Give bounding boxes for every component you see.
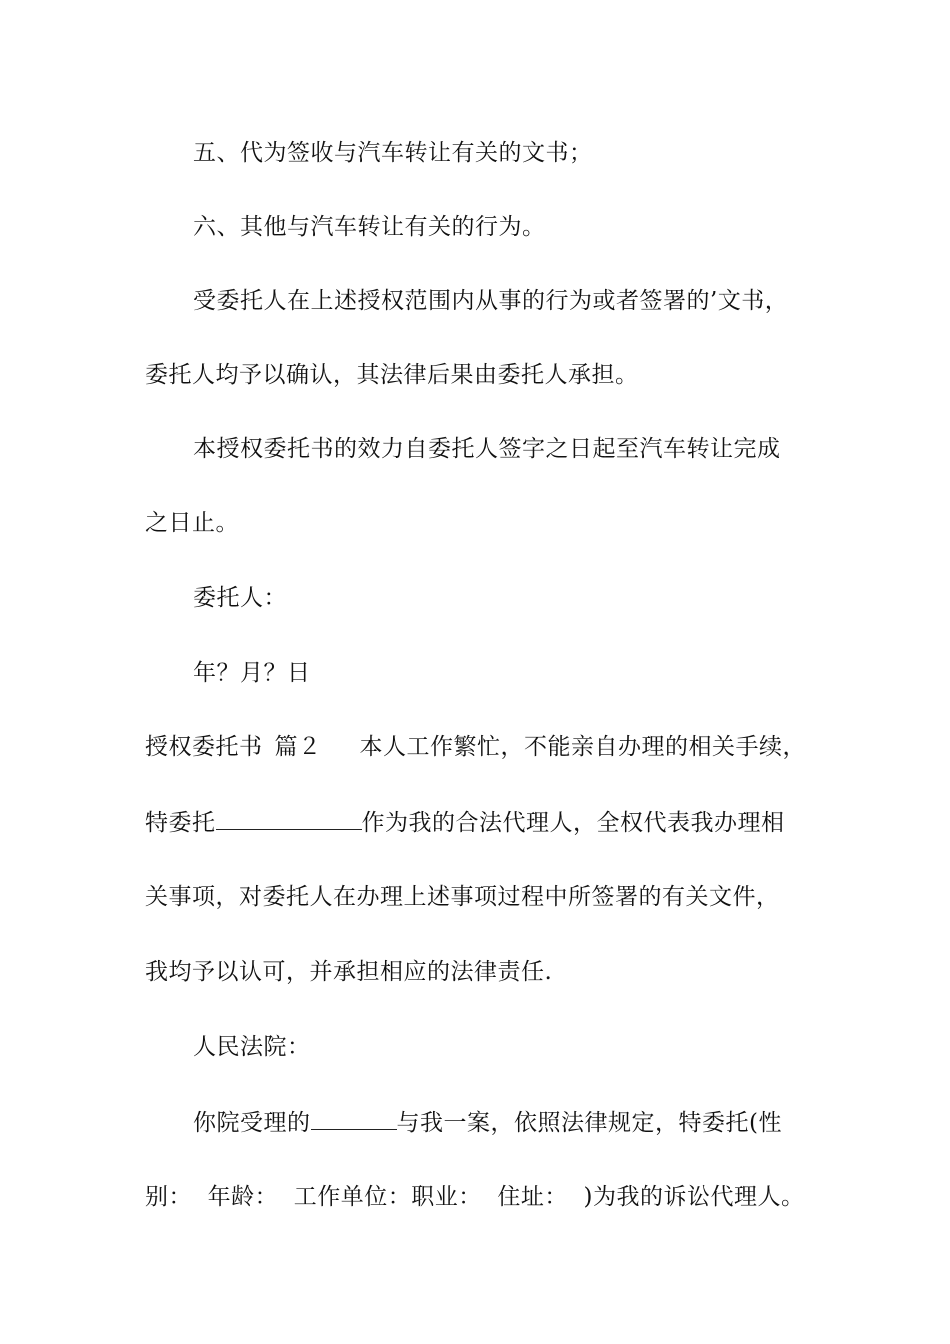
paragraph-text: 本人工作繁忙，不能亲自办理的相关手续， [359,734,806,760]
paragraph-text: 与我一案，依照法律规定，特委托(性 [396,1110,782,1136]
paragraph-line: 之日止。 [145,510,239,536]
paragraph-text: 你院受理的 [193,1110,311,1136]
fill-blank [216,807,362,830]
section-title: 授权委托书 [145,734,263,760]
section-heading-line [145,732,806,762]
paragraph-text: 特委托 [145,810,216,836]
paragraph-line [145,807,785,838]
signature-label: 委托人： [193,585,287,611]
date-line: 年？月？日 [193,660,311,686]
paragraph-line [193,1107,782,1138]
paragraph-line: 受委托人在上述授权范围内从事的行为或者签署的’文书， [193,288,789,314]
addressee-line: 人民法院： [193,1034,311,1060]
fill-blank [311,1107,397,1130]
section-number: 篇２ [274,734,322,760]
paragraph-line: 本授权委托书的效力自委托人签字之日起至汽车转让完成 [193,436,781,462]
paragraph-line: 委托人均予以确认，其法律后果由委托人承担。 [145,362,639,388]
paragraph-line: 六、其他与汽车转让有关的行为。 [193,214,546,240]
paragraph-line: 五、代为签收与汽车转让有关的文书； [193,140,593,166]
paragraph-text: 作为我的合法代理人，全权代表我办理相 [361,810,785,836]
paragraph-line: 关事项，对委托人在办理上述事项过程中所签署的有关文件， [145,884,780,910]
paragraph-line: 我均予以认可，并承担相应的法律责任. [145,959,553,985]
paragraph-line: 别： 年龄： 工作单位：职业： 住址： )为我的诉讼代理人。 [145,1184,805,1210]
